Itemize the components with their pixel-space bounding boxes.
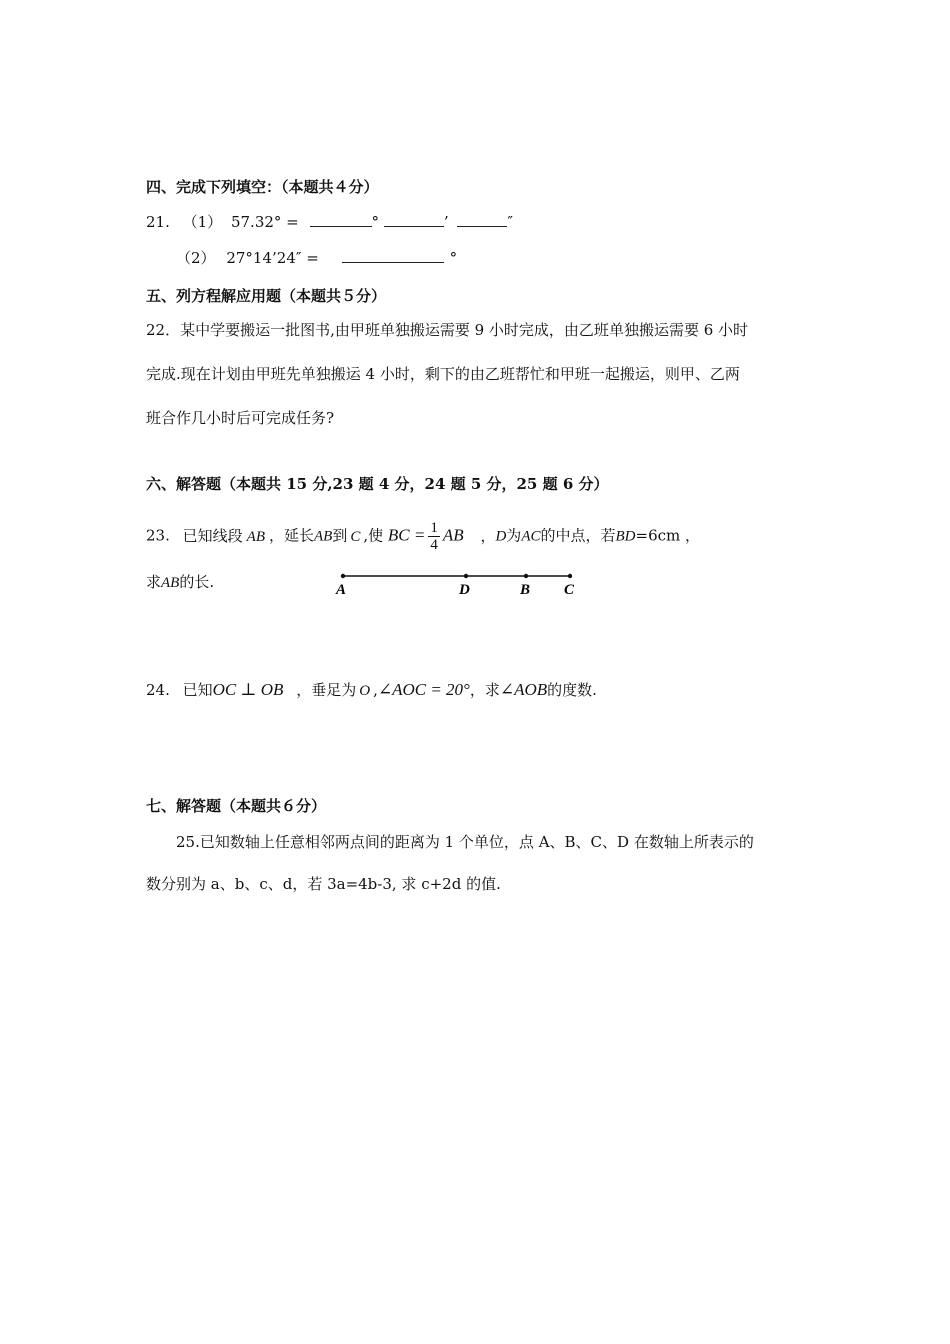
blank-seconds[interactable]: [457, 212, 507, 227]
point-a: [341, 574, 345, 578]
question-22-line-3: 班合作几小时后可完成任务?: [146, 409, 335, 427]
question-23-line-1: 23. 已知线段 AB ，延长AB到 C ,使 BC = $\frac{1}{4}$ AB ，D为AC的中点，若BD=6cm ，: [146, 520, 701, 553]
fraction-one-quarter: $\frac{1}{4}$: [430, 520, 438, 553]
label-b: B: [520, 582, 531, 598]
question-22-line-1: 22．某中学要搬运一批图书,由甲班单独搬运需要 9 小时完成，由乙班单独搬运需要 6 小时: [146, 321, 749, 339]
point-b: [524, 574, 528, 578]
question-21-part-1: 21. （1） 57.32° = ° ’ ″: [146, 213, 513, 231]
blank-minutes[interactable]: [384, 212, 444, 227]
label-c: C: [564, 582, 575, 598]
question-21-part-2: （2） 27°14’24″ = °: [176, 249, 458, 267]
section-7-heading: 七、解答题（本题共６分）: [146, 797, 327, 815]
segment-diagram: [330, 566, 590, 602]
label-d: D: [459, 582, 470, 598]
point-d: [464, 574, 468, 578]
label-a: A: [336, 582, 347, 598]
blank-degrees[interactable]: [310, 212, 372, 227]
blank-decimal-degrees[interactable]: [342, 248, 444, 263]
section-4-heading: 四、完成下列填空：（本题共４分）: [146, 178, 379, 196]
section-5-heading: 五、列方程解应用题（本题共５分）: [146, 287, 387, 305]
section-6-heading: 六、解答题（本题共 15 分,23 题 4 分，24 题 5 分，25 题 6 分）: [146, 475, 609, 493]
question-23-line-2: 求AB的长.: [146, 573, 215, 591]
point-c: [568, 574, 572, 578]
question-22-line-2: 完成.现在计划由甲班先单独搬运 4 小时，剩下的由乙班帮忙和甲班一起搬运，则甲、乙两: [146, 365, 740, 383]
question-24: 24. 已知OC ⊥ OB ，垂足为 O ,∠AOC = 20°，求∠AOB的度数.: [146, 680, 597, 699]
question-25-line-1: 25.已知数轴上任意相邻两点间的距离为 1 个单位，点 A、B、C、D 在数轴上所表示的: [176, 833, 754, 851]
question-25-line-2: 数分别为 a、b、c、d，若 3a=4b-3, 求 c+2d 的值.: [146, 875, 501, 893]
